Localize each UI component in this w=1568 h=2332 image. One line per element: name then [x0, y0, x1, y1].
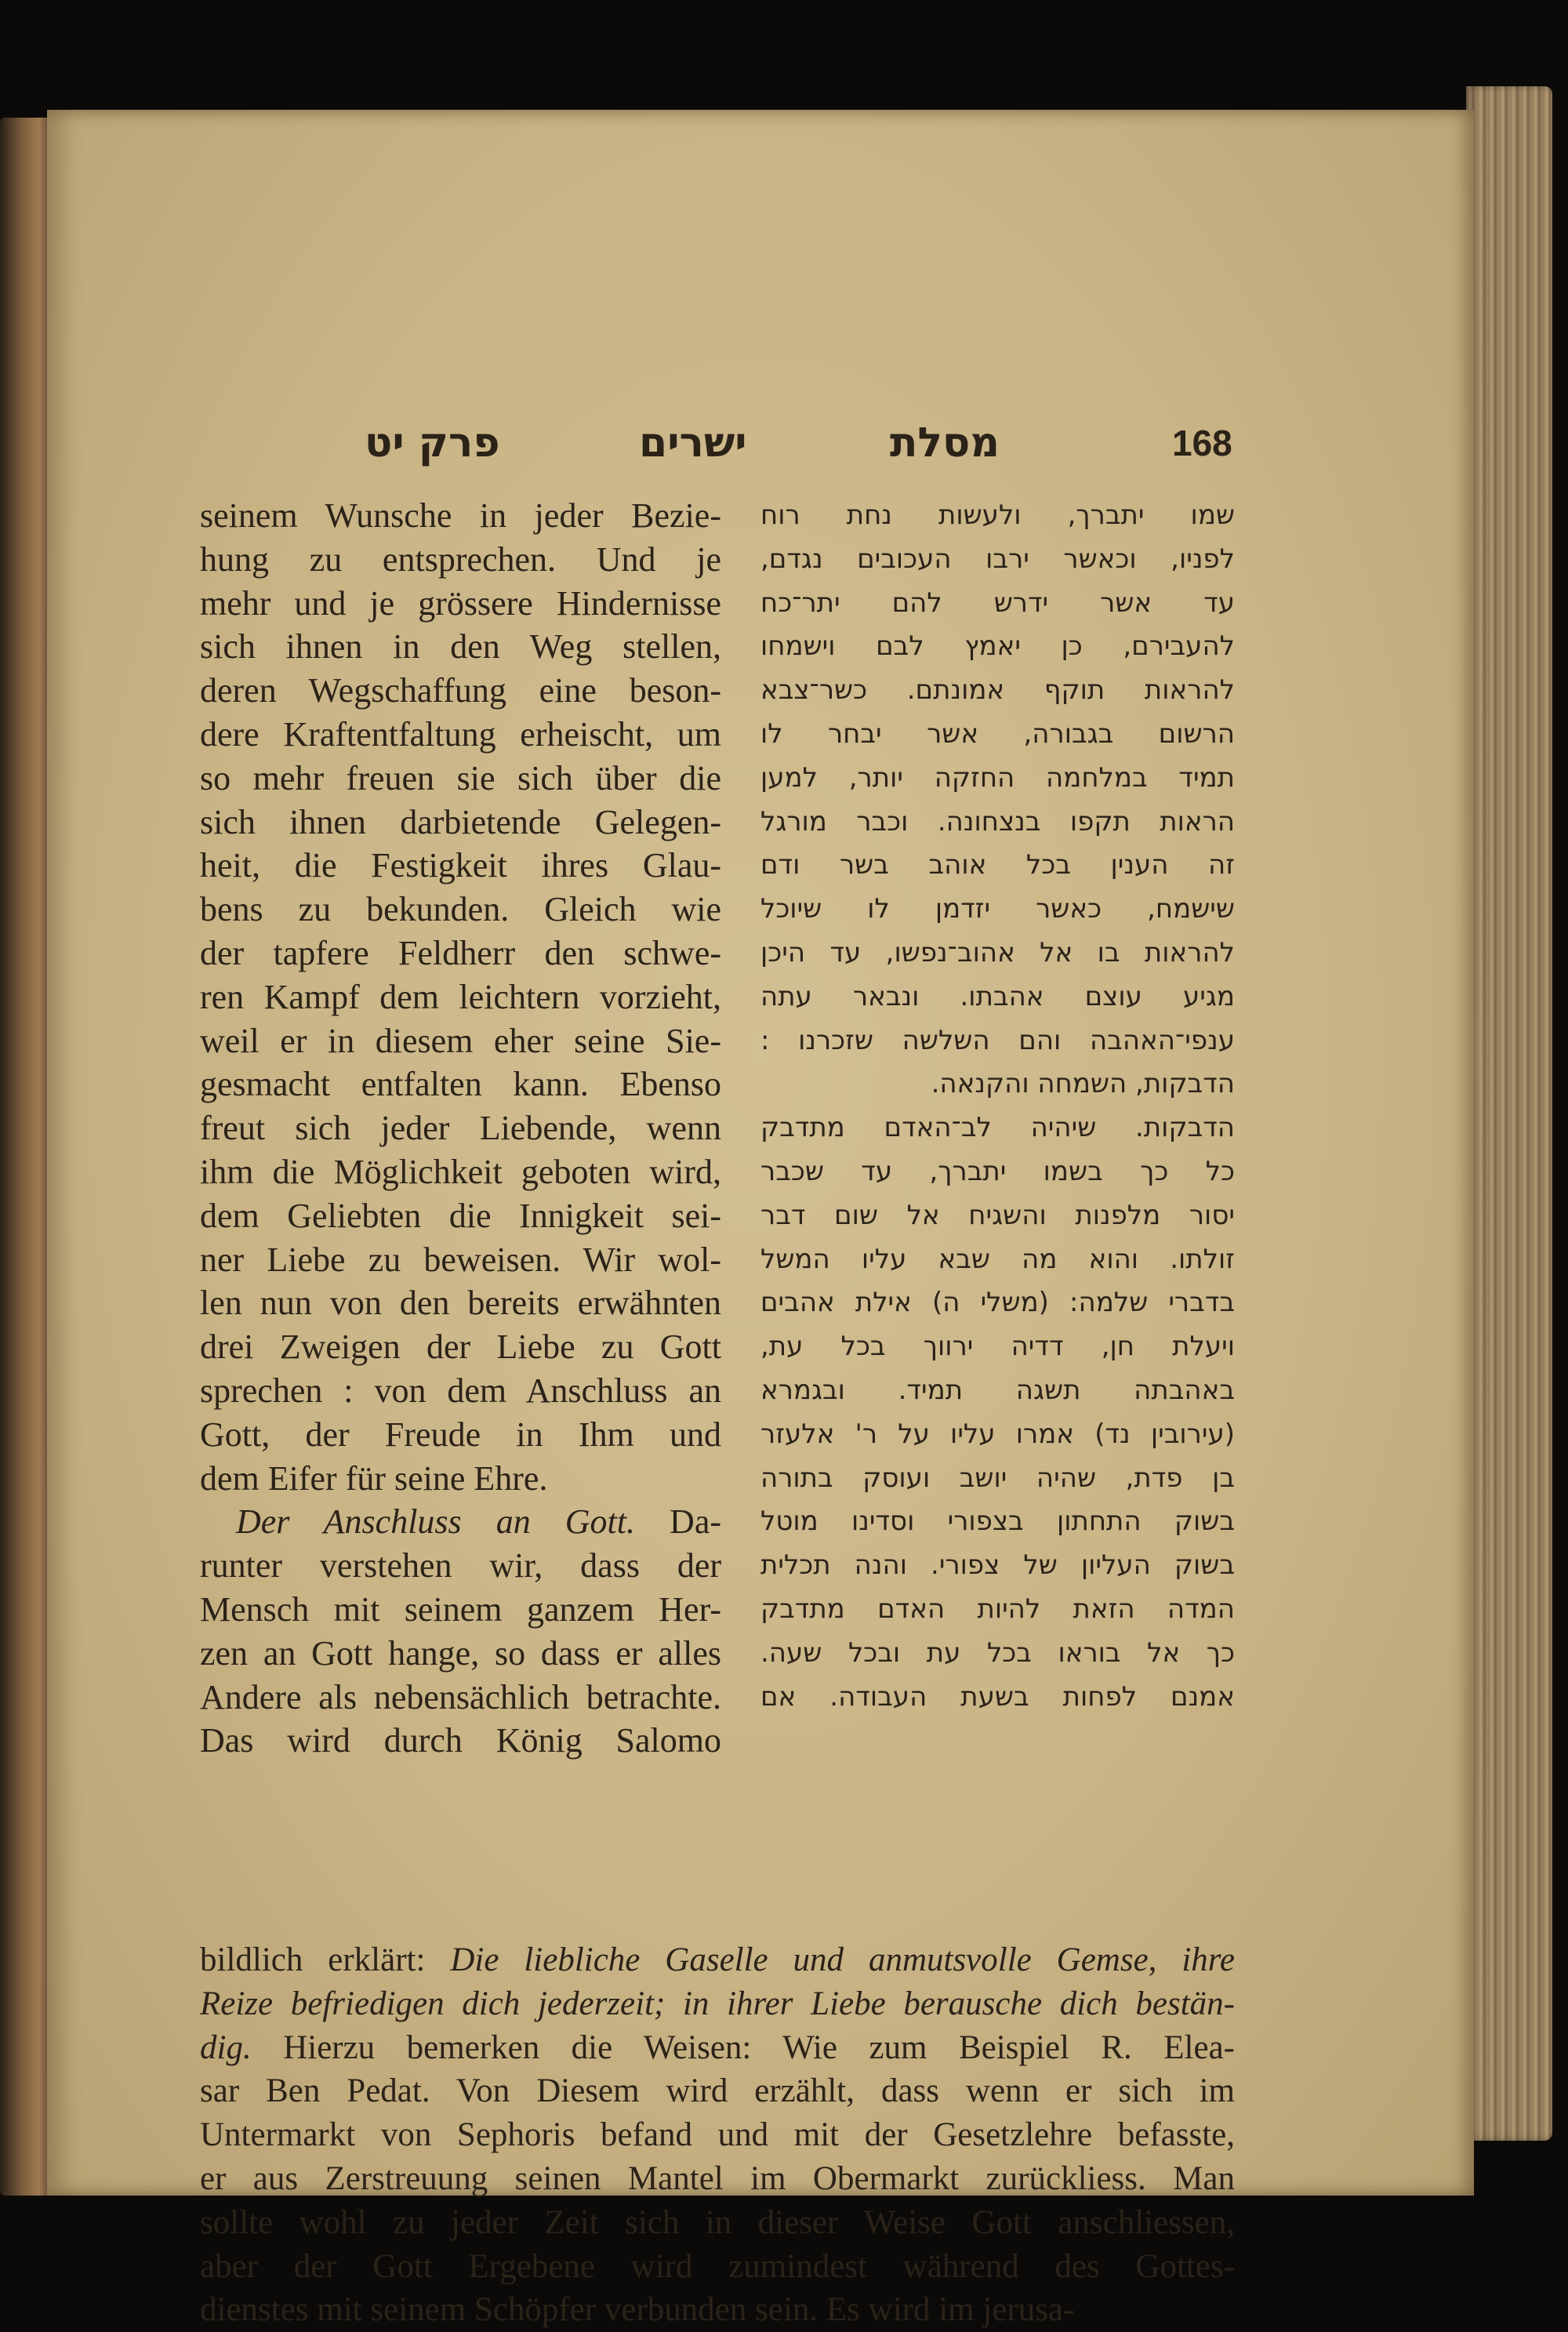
german-line: [200, 1719, 721, 1763]
line-text: ihm die Möglichkeit geboten wird,: [200, 1152, 721, 1191]
german-line: [200, 713, 721, 757]
german-line: [200, 1106, 721, 1150]
hebrew-line: [760, 1325, 1235, 1369]
line-text: aber der Gott Ergebene wird zumindest während des Gottes-: [200, 2247, 1235, 2285]
german-line: [200, 582, 721, 626]
german-line: [200, 1500, 721, 1544]
german-line: [200, 757, 721, 801]
line-text: להראות תוקף אמונתם. כשר־צבא: [760, 674, 1235, 707]
german-line: [200, 1062, 721, 1106]
german-line: [200, 1457, 721, 1501]
hebrew-line: [760, 1106, 1235, 1150]
hebrew-line: [760, 1413, 1235, 1457]
german-line: [200, 2026, 1235, 2070]
german-line: [200, 2069, 1235, 2113]
header-title-word-1: מסלת: [890, 420, 1000, 467]
hebrew-line: [760, 1369, 1235, 1413]
german-line: [200, 2113, 1235, 2157]
line-text: זולתו. והוא מה שבא עליו המשל: [760, 1243, 1235, 1275]
line-text: Das wird durch König Salomo: [200, 1721, 721, 1760]
running-header: [200, 416, 1235, 470]
line-text: weil er in diesem eher seine Sie-: [200, 1021, 721, 1060]
hebrew-line: [760, 1500, 1235, 1544]
line-text: מגיע עוצם אהבתו. ונבאר עתה: [760, 980, 1235, 1012]
hebrew-line: [760, 713, 1235, 757]
german-column: [200, 494, 721, 1763]
hebrew-line: [760, 757, 1235, 801]
hebrew-line: [760, 1457, 1235, 1501]
german-line: [200, 888, 721, 932]
line-text: so mehr freuen sie sich über die: [200, 758, 721, 797]
line-text: der tapfere Feldherr den schwe-: [200, 933, 721, 972]
hebrew-line: [760, 1062, 1235, 1106]
line-text: runter verstehen wir, dass der: [200, 1546, 721, 1586]
full-width-german-text: [200, 1938, 1235, 2332]
hebrew-line: [760, 932, 1235, 975]
line-text: הדבקות. שיהיה לב־האדם מתדבק: [760, 1112, 1235, 1144]
line-text: להעבירם, כן יאמץ לבם וישמחו: [760, 630, 1235, 663]
italic-text: Reize befriedigen dich jederzeit; in ihrer Liebe berausche dich bestän-: [200, 1985, 1235, 2022]
book-page: [47, 110, 1474, 2329]
hebrew-line: [760, 1019, 1235, 1063]
line-text: dem Geliebten die Innigkeit sei-: [200, 1196, 721, 1235]
hebrew-line: [760, 888, 1235, 932]
line-text: freut sich jeder Liebende, wenn: [200, 1109, 721, 1148]
german-line: [200, 1544, 721, 1588]
hebrew-line: [760, 1194, 1235, 1238]
line-text: בן פדת, שהיה יושב ועוסק בתורה: [760, 1462, 1235, 1494]
german-line: [200, 1413, 721, 1457]
line-text: Hierzu bemerken die Weisen: Wie zum Beispiel R. Elea-: [251, 2029, 1235, 2066]
line-text: er aus Zerstreuung seinen Mantel im Obermarkt zurückliess. Man: [200, 2159, 1235, 2197]
line-text: כל כך בשמו יתברך, עד שכבר: [760, 1155, 1235, 1187]
header-title-word-2: ישרים: [639, 420, 747, 467]
line-text: המדה הזאת להיות האדם מתדבק: [760, 1593, 1235, 1625]
line-text: ren Kampf dem leichtern vorzieht,: [200, 977, 721, 1016]
line-text: drei Zweigen der Liebe zu Gott: [200, 1328, 721, 1367]
german-line: [200, 1982, 1235, 2026]
italic-text: Die liebliche Gaselle und anmutsvolle Gemse, ihre: [450, 1942, 1235, 1978]
line-text: הדבקות, השמחה והקנאה.: [931, 1068, 1235, 1100]
line-text: כך אל בוראו בכל עת ובכל שעה.: [760, 1636, 1235, 1669]
hebrew-line: [760, 582, 1235, 626]
german-line: [200, 975, 721, 1019]
line-text: ויעלת חן, דדיה ירווך בכל עת,: [760, 1331, 1235, 1363]
german-line: [200, 1938, 1235, 1982]
german-line: [200, 1676, 721, 1720]
hebrew-line: [760, 1632, 1235, 1676]
german-line: [200, 932, 721, 975]
line-text: heit, die Festigkeit ihres Glau-: [200, 846, 721, 885]
hebrew-line: [760, 801, 1235, 845]
line-text: hung zu entsprechen. Und je: [200, 539, 721, 579]
line-text: sollte wohl zu jeder Zeit sich in dieser Weise Gott anschliessen,: [200, 2203, 1235, 2241]
hebrew-line: [760, 669, 1235, 713]
hebrew-line: [760, 538, 1235, 582]
hebrew-line: [760, 1588, 1235, 1632]
hebrew-column: [760, 494, 1235, 1719]
line-text: להראות בו אל אהוב־נפשו, עד היכן: [760, 936, 1235, 968]
line-text: בשוק התחתון בצפורי וסדינו מוטל: [760, 1506, 1235, 1538]
line-text: dienstes mit seinem Schöpfer verbunden sein. Es wird im jerusa-: [200, 2291, 1075, 2329]
page-edges-right: [1466, 86, 1552, 2141]
line-text: zen an Gott hange, so dass er alles: [200, 1633, 721, 1673]
german-line: [200, 625, 721, 669]
line-text: gesmacht entfalten kann. Ebenso: [200, 1065, 721, 1104]
line-text: אמנם לפחות בשעת העבודה. אם: [760, 1680, 1235, 1713]
line-text: תמיד במלחמה החזקה יותר, למען: [760, 761, 1235, 794]
german-line: [200, 1238, 721, 1282]
line-text: deren Wegschaffung eine beson-: [200, 671, 721, 710]
hebrew-line: [760, 625, 1235, 669]
german-line: [200, 538, 721, 582]
line-text: הרשום בגבורה, אשר יבחר לו: [760, 717, 1235, 750]
hebrew-line: [760, 844, 1235, 888]
line-text: בשוק העליון של צפורי. והנה תכלית: [760, 1549, 1235, 1582]
line-text: len nun von den bereits erwähnten: [200, 1284, 721, 1323]
hebrew-line: [760, 1281, 1235, 1325]
line-text: bildlich erklärt:: [200, 1942, 451, 1978]
line-text: בדברי שלמה: (משלי ה) אילת אהבים: [760, 1287, 1235, 1319]
german-line: [200, 1325, 721, 1369]
line-text: sar Ben Pedat. Von Diesem wird erzählt, dass wenn er sich im: [200, 2072, 1235, 2110]
line-text: לפניו, וכאשר ירבו העכובים נגדם,: [760, 543, 1235, 575]
book-spine-left: [0, 118, 49, 2196]
hebrew-line: [760, 975, 1235, 1019]
line-text: sprechen : von dem Anschluss an: [200, 1371, 721, 1410]
line-text: יסור מלפנות והשגיח אל שום דבר: [760, 1199, 1235, 1231]
italic-text: Der Anschluss an Gott.: [236, 1502, 635, 1542]
page-number: 168: [1172, 423, 1232, 463]
line-text: ner Liebe zu beweisen. Wir wol-: [200, 1240, 721, 1279]
german-line: [200, 669, 721, 713]
german-line: [200, 2157, 1235, 2201]
line-text: bens zu bekunden. Gleich wie: [200, 890, 721, 929]
line-text: sich ihnen in den Weg stellen,: [200, 627, 721, 667]
line-text: Gott, der Freude in Ihm und: [200, 1415, 721, 1454]
german-line: [200, 1019, 721, 1063]
german-line: [200, 1281, 721, 1325]
line-text: Mensch mit seinem ganzem Her-: [200, 1589, 721, 1629]
german-line: [200, 2288, 1235, 2332]
hebrew-line: [760, 1238, 1235, 1282]
german-line: [200, 1588, 721, 1632]
german-line: [200, 801, 721, 845]
hebrew-line: [760, 494, 1235, 538]
header-chapter: פרק יט: [365, 420, 500, 467]
line-text: dem Eifer für seine Ehre.: [200, 1458, 548, 1498]
line-text: dere Kraftentfaltung erheischt, um: [200, 714, 721, 754]
german-line: [200, 1369, 721, 1413]
german-line: [200, 1632, 721, 1676]
line-text: הראות תקפו בנצחונה. וכבר מורגל: [760, 805, 1235, 837]
line-text: (עירובין נד) אמרו עליו על ר' אלעזר: [760, 1418, 1235, 1450]
german-line: [200, 494, 721, 538]
german-line: [200, 2201, 1235, 2245]
line-text: Untermarkt von Sephoris befand und mit der Gesetzlehre befasste,: [200, 2116, 1235, 2154]
line-text: שישמח, כאשר יזדמן לו שיוכל: [760, 893, 1235, 925]
line-text: זה הענין בכל אוהב בשר ודם: [760, 849, 1235, 881]
line-text: ענפי־האהבה והם השלשה שזכרנו :: [760, 1024, 1235, 1056]
german-line: [200, 844, 721, 888]
german-line: [200, 1150, 721, 1194]
line-text: שמו יתברך, ולעשות נחת רוח: [760, 499, 1235, 531]
line-text: Andere als nebensächlich betrachte.: [200, 1677, 721, 1716]
hebrew-line: [760, 1150, 1235, 1194]
line-text: באהבתה תשגה תמיד. ובגמרא: [760, 1374, 1235, 1406]
line-text: sich ihnen darbietende Gelegen-: [200, 802, 721, 841]
line-text: mehr und je grössere Hindernisse: [200, 583, 721, 623]
german-line: [200, 1194, 721, 1238]
hebrew-line: [760, 1676, 1235, 1720]
line-text: Da-: [635, 1502, 721, 1542]
italic-text: dig.: [200, 2029, 252, 2066]
line-text: seinem Wunsche in jeder Bezie-: [200, 496, 721, 535]
hebrew-line: [760, 1544, 1235, 1588]
line-text: עד אשר ידרש להם יתר־כח: [760, 587, 1235, 619]
german-line: [200, 2245, 1235, 2289]
